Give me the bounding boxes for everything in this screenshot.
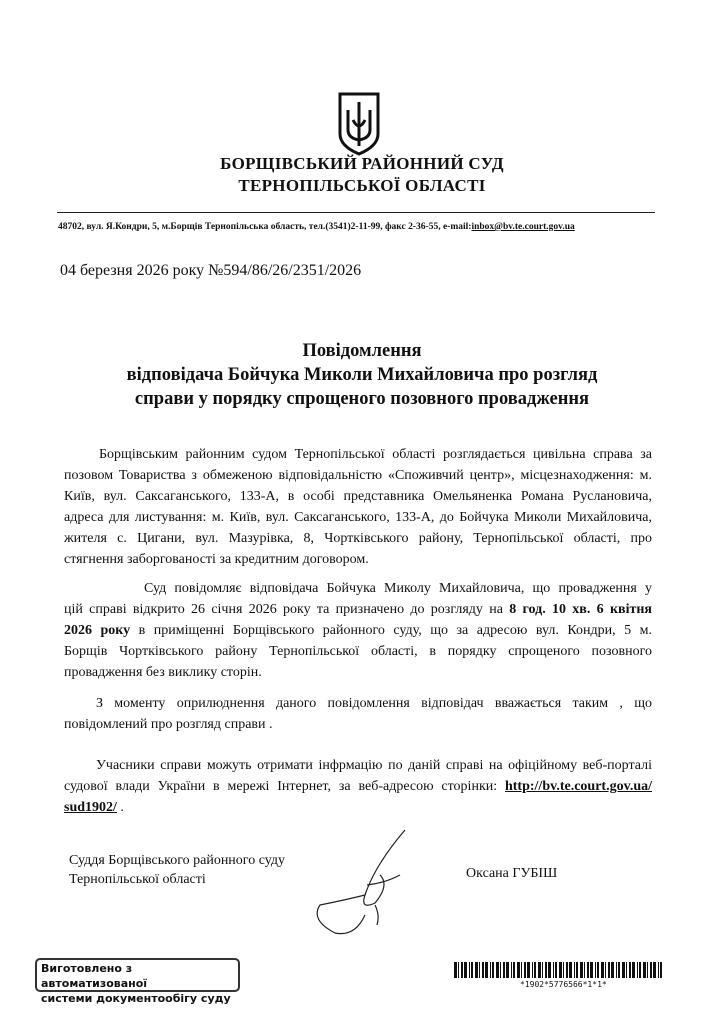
barcode-bar	[513, 962, 515, 978]
barcode-bar	[492, 962, 494, 978]
barcode-bar	[534, 962, 536, 978]
barcode-bar	[590, 962, 593, 978]
barcode-bar	[608, 962, 610, 978]
text-line: Київ, вул. Саксаганського, 133-А, в особі представника Омельяненка Романа Руслановича,	[64, 489, 652, 504]
text-line: З моменту оприлюднення даного повідомлення відповідач вважається таким , що	[96, 696, 652, 711]
paragraph-hearing-notice	[64, 578, 652, 683]
text-line	[64, 776, 652, 797]
barcode-bar	[650, 962, 652, 978]
barcode-bar	[601, 962, 604, 978]
date-and-number: 04 березня 2026 року №594/86/26/2351/2026	[60, 262, 362, 279]
trident-emblem-icon	[334, 90, 384, 156]
text-fragment: судової влади України в мережі Інтернет, за веб-адресою сторінки:	[64, 779, 505, 794]
notice-title: Повідомлення	[302, 341, 422, 361]
barcode-bar	[587, 962, 589, 978]
notice-body	[64, 444, 652, 818]
barcode-bar	[626, 962, 627, 978]
text-fragment: в приміщенні Борщівського районного суду, що за адресою вул. Кондри, 5 м.	[130, 623, 652, 638]
address-text: 48702, вул. Я.Кондри, 5, м.Борщів Тернопільська область, тел.(3541)2-11-99, факс 2-36-55, e-mail:	[58, 222, 472, 232]
barcode-bar	[454, 962, 457, 978]
portal-link-continued[interactable]: sud1902/	[64, 800, 117, 815]
barcode-bar	[496, 962, 499, 978]
barcode-bar	[524, 962, 526, 978]
text-line: провадження без виклику сторін.	[64, 665, 262, 680]
text-line: Борщів Чортківського району Тернопільської області, в порядку спрощеного позовного	[64, 644, 652, 659]
hearing-year: 2026 року	[64, 623, 131, 638]
barcode-bar	[580, 962, 583, 978]
barcode-bar	[653, 962, 656, 978]
text-line: позовом Товариства з обмеженою відповідальністю «Споживчий центр», місцезнаходження: м.	[64, 468, 652, 483]
barcode-bar	[548, 962, 551, 978]
barcode-bar	[622, 962, 625, 978]
paragraph-case-description	[64, 444, 652, 570]
barcode-bar	[618, 962, 620, 978]
barcode-bar	[595, 962, 596, 978]
barcode-bar	[545, 962, 547, 978]
automated-system-stamp	[35, 958, 240, 1005]
barcode-bar	[475, 962, 478, 978]
barcode-bar	[479, 962, 480, 978]
barcode-bar	[553, 962, 554, 978]
text-fragment: цій справі відкрито 26 січня 2026 року та призначено до розгляду на	[64, 602, 510, 617]
barcode-bar	[517, 962, 520, 978]
barcode-bar	[597, 962, 599, 978]
notice-subtitle-1: відповідача Бойчука Миколи Михайловича про розгляд	[126, 365, 598, 385]
portal-link[interactable]: http://bv.te.court.gov.ua/	[504, 779, 652, 794]
barcode-bar	[503, 962, 505, 978]
header-divider	[57, 212, 655, 213]
barcode-bar	[490, 962, 491, 978]
court-name: БОРЩІВСЬКИЙ РАЙОННИЙ СУД	[220, 154, 504, 173]
barcode-bar	[643, 962, 646, 978]
barcode-bar	[559, 962, 562, 978]
judge-position: Суддя Борщівського районного суду	[69, 853, 285, 868]
text-line: жителя с. Цигани, вул. Мазурівка, 8, Чортківського району, Тернопільської області, про	[64, 531, 652, 546]
judge-region: Тернопільської області	[69, 872, 206, 887]
barcode-bar	[521, 962, 522, 978]
barcode-bar	[464, 962, 467, 978]
barcode-bar	[660, 962, 662, 978]
text-line	[64, 620, 652, 641]
text-line: стягнення заборгованості за кредитним договором.	[64, 552, 369, 567]
barcode-bar	[542, 962, 543, 978]
barcode-bar	[639, 962, 641, 978]
notice-subtitle-2: справи у порядку спрощеного позовного провадження	[134, 389, 590, 409]
text-line: повідомлений про розгляд справи .	[64, 717, 273, 732]
text-line: адреса для листування: м. Київ, вул. Саксаганського, 133-А, до Бойчука Миколи Михайловича,	[64, 510, 652, 525]
text-line: Борщівським районним судом Тернопільської області розглядається цивільна справа за	[99, 447, 652, 462]
stamp-line: системи документообігу суду	[41, 992, 231, 1005]
barcode-bar	[563, 962, 564, 978]
text-fragment: .	[116, 800, 124, 815]
signature-position	[69, 851, 285, 889]
barcode-bar	[647, 962, 648, 978]
barcode-bar	[611, 962, 614, 978]
paragraph-info-portal	[64, 755, 652, 818]
judge-name: Оксана ГУБІШ	[466, 866, 558, 881]
barcode-bar	[458, 962, 459, 978]
barcode-bar	[576, 962, 578, 978]
barcode-bar	[471, 962, 473, 978]
barcode-bar	[574, 962, 575, 978]
court-region: ТЕРНОПІЛЬСЬКОЇ ОБЛАСТІ	[238, 176, 486, 195]
barcode-number: *1902*5776566*1*1*	[520, 980, 607, 989]
barcode-bar	[506, 962, 509, 978]
barcode-bar	[632, 962, 635, 978]
barcode-bar	[538, 962, 541, 978]
barcode-bar	[555, 962, 557, 978]
text-line	[64, 599, 652, 620]
paragraph-notification-effect	[64, 693, 652, 735]
hearing-time: 8 год. 10 хв. 6 квітня	[509, 602, 652, 617]
barcode-bar	[500, 962, 501, 978]
barcode-bar	[584, 962, 585, 978]
barcode-bar	[569, 962, 572, 978]
barcode-bar	[469, 962, 470, 978]
handwritten-signature-icon	[305, 825, 425, 940]
email-link[interactable]: inbox@bv.te.court.gov.ua	[471, 222, 575, 232]
text-line: Суд повідомляє відповідача Бойчука Миколу Михайловича, що провадження у	[144, 581, 652, 596]
barcode-bar	[461, 962, 463, 978]
barcode-bar	[658, 962, 659, 978]
text-line: Учасники справи можуть отримати інфрмацію по даній справі на офіційному веб-порталі	[96, 758, 652, 773]
barcode-icon	[454, 962, 666, 978]
barcode-bar	[605, 962, 606, 978]
court-address	[58, 222, 575, 232]
barcode-bar	[482, 962, 484, 978]
barcode-bar	[629, 962, 631, 978]
barcode-bar	[532, 962, 533, 978]
barcode-bar	[616, 962, 617, 978]
barcode-bar	[527, 962, 530, 978]
stamp-line: Виготовлено з автоматизованої	[41, 962, 148, 990]
barcode-bar	[637, 962, 638, 978]
barcode-bar	[511, 962, 512, 978]
barcode-bar	[485, 962, 488, 978]
text-line	[64, 797, 652, 818]
barcode-bar	[566, 962, 568, 978]
